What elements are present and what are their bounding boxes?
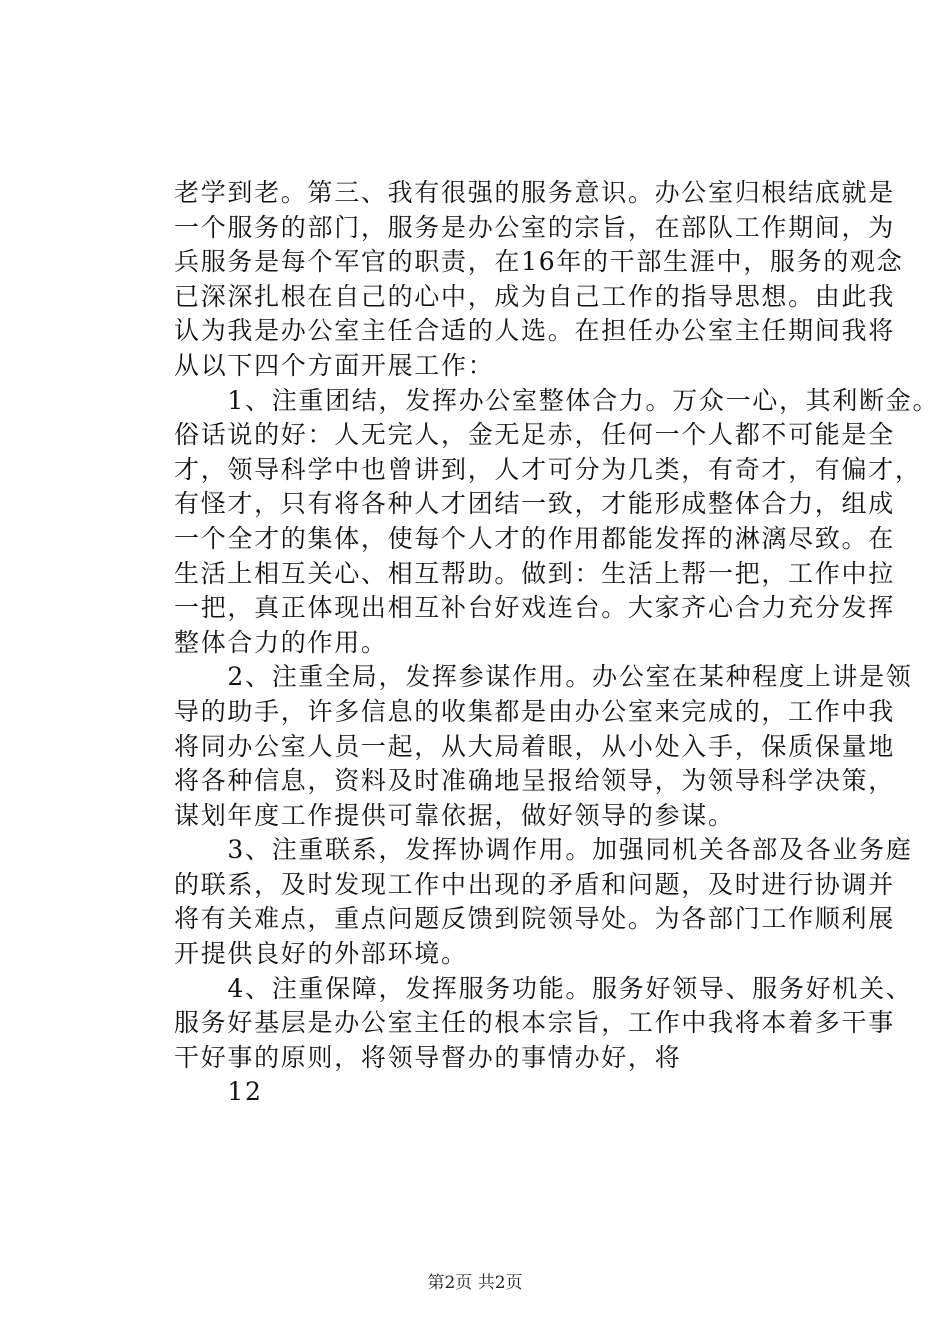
text-line: 2、注重全局，发挥参谋作用。办公室在某种程度上讲是领: [174, 662, 913, 692]
text-line: 的联系，及时发现工作中出现的矛盾和问题，及时进行协调并: [174, 869, 895, 899]
text-line: 生活上相互关心、相互帮助。做到：生活上帮一把，工作中拉: [174, 558, 895, 588]
text-line: 一个全才的集体，使每个人才的作用都能发挥的淋漓尽致。在: [174, 523, 895, 553]
text-line: 将各种信息，资料及时准确地呈报给领导，为领导科学决策，: [174, 766, 895, 796]
text-line: 认为我是办公室主任合适的人选。在担任办公室主任期间我将: [174, 316, 895, 346]
text-line: 才，领导科学中也曾讲到，人才可分为几类，有奇才，有偏才，: [174, 454, 922, 484]
text-line: 从以下四个方面开展工作：: [174, 350, 495, 380]
text-line: 3、注重联系，发挥协调作用。加强同机关各部及各业务庭: [174, 835, 913, 865]
text-line: 将同办公室人员一起，从大局着眼，从小处入手，保质保量地: [174, 731, 895, 761]
text-line: 整体合力的作用。: [174, 627, 388, 657]
text-line: 一个服务的部门，服务是办公室的宗旨，在部队工作期间，为: [174, 212, 895, 242]
text-line: 老学到老。第三、我有很强的服务意识。办公室归根结底就是: [174, 178, 895, 207]
text-line: 有怪才，只有将各种人才团结一致，才能形成整体合力，组成: [174, 489, 895, 519]
page-number-footer: 第2页 共2页: [427, 1273, 523, 1293]
text-line: 导的助手，许多信息的收集都是由办公室来完成的，工作中我: [174, 696, 895, 726]
text-line: 服务好基层是办公室主任的根本宗旨，工作中我将本着多干事: [174, 1008, 895, 1038]
text-line: 谋划年度工作提供可靠依据，做好领导的参谋。: [174, 800, 735, 830]
text-line: 俗话说的好：人无完人，金无足赤，任何一个人都不可能是全: [174, 420, 895, 450]
text-line: 已深深扎根在自己的心中，成为自己工作的指导思想。由此我: [174, 281, 895, 311]
text-line: 4、注重保障，发挥服务功能。服务好领导、服务好机关、: [174, 973, 913, 1003]
text-line: 12: [174, 1077, 263, 1107]
text-line: 一把，真正体现出相互补台好戏连台。大家齐心合力充分发挥: [174, 593, 895, 623]
text-line: 兵服务是每个军官的职责，在16年的干部生涯中，服务的观念: [174, 247, 904, 277]
text-line: 1、注重团结，发挥办公室整体合力。万众一心，其利断金。: [174, 385, 940, 415]
text-line: 将有关难点，重点问题反馈到院领导处。为各部门工作顺利展: [174, 904, 895, 934]
text-line: 开提供良好的外部环境。: [174, 939, 468, 969]
text-line: 干好事的原则，将领导督办的事情办好，将: [174, 1042, 682, 1072]
document-body: [174, 176, 940, 1110]
